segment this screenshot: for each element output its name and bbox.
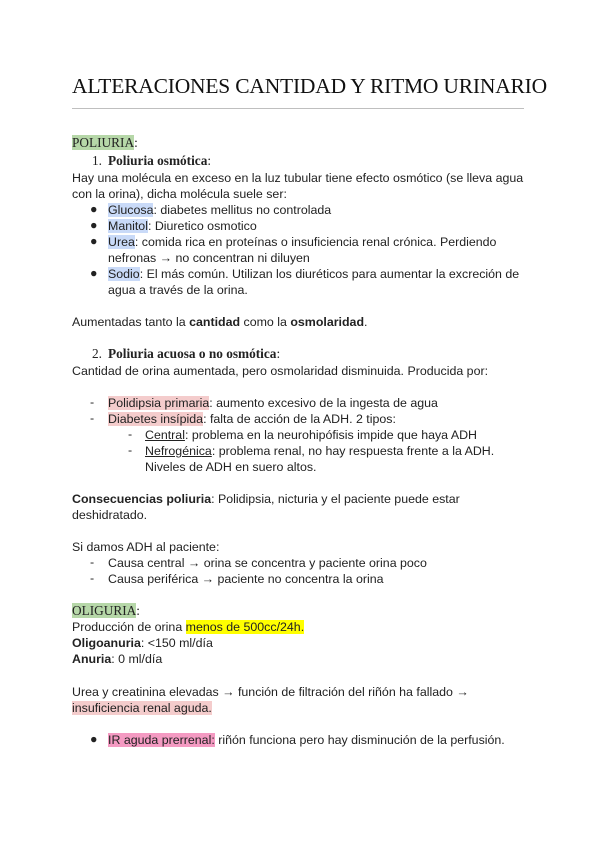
adh-intro: Si damos ADH al paciente: <box>72 540 220 554</box>
dash-marker: - <box>90 411 95 425</box>
dash-marker: - <box>90 555 95 569</box>
bullet-dot-icon: ● <box>90 732 98 746</box>
section-heading-oliguria <box>72 602 140 619</box>
list-item: Causa central → orina se concentra y paciente orina poco <box>108 556 427 570</box>
oliguria-colon: : <box>136 603 140 618</box>
list-item: Sodio: El más común. Utilizan los diuréticos para aumentar la excreción de <box>108 267 520 281</box>
list-item-continuation: nefronas → no concentran ni diluyen <box>108 251 310 265</box>
list-number-1: 1. <box>92 153 102 168</box>
list-item: Diabetes insípida: falta de acción de la ADH. 2 tipos: <box>108 412 396 426</box>
list-item: Central: problema en la neurohipófisis impide que haya ADH <box>145 428 477 442</box>
anuria-line: Anuria: 0 ml/día <box>72 652 163 666</box>
dash-marker: - <box>90 395 95 409</box>
paragraph-line: Urea y creatinina elevadas → función de filtración del riñón ha fallado → <box>72 685 469 699</box>
consequences-line: Consecuencias poliuria: Polidipsia, nicturia y el paciente puede estar <box>72 492 460 506</box>
paragraph-line: insuficiencia renal aguda. <box>72 701 212 715</box>
list-item-continuation: agua a través de la orina. <box>108 283 248 297</box>
list-number-2: 2. <box>92 346 102 361</box>
list-item: Polidipsia primaria: aumento excesivo de la ingesta de agua <box>108 396 438 410</box>
list-item: Manitol: Diuretico osmotico <box>108 219 257 233</box>
list-item-continuation: Niveles de ADH en suero altos. <box>145 460 317 474</box>
bullet-dot-icon: ● <box>90 218 98 232</box>
subheading-poliuria-osmotica: Poliuria osmótica: <box>108 153 212 168</box>
dash-marker: - <box>128 427 133 441</box>
consequences-continuation: deshidratado. <box>72 508 148 522</box>
oliguria-label: OLIGURIA <box>72 603 137 618</box>
dash-marker: - <box>90 571 95 585</box>
bullet-dot-icon: ● <box>90 266 98 280</box>
summary-line: Aumentadas tanto la cantidad como la osmolaridad. <box>72 315 368 329</box>
paragraph-line: Cantidad de orina aumentada, pero osmolaridad disminuida. Producida por: <box>72 364 489 378</box>
title-divider <box>72 108 524 109</box>
paragraph-line: con la orina), dicha molécula suele ser: <box>72 187 287 201</box>
page-title: ALTERACIONES CANTIDAD Y RITMO URINARIO <box>72 74 547 98</box>
list-item: Causa periférica → paciente no concentra la orina <box>108 572 384 586</box>
production-line: Producción de orina menos de 500cc/24h. <box>72 620 305 634</box>
poliuria-colon: : <box>134 135 138 150</box>
paragraph-line: Hay una molécula en exceso en la luz tubular tiene efecto osmótico (se lleva agua <box>72 171 524 185</box>
dash-marker: - <box>128 443 133 457</box>
list-item: Glucosa: diabetes mellitus no controlada <box>108 203 332 217</box>
bullet-dot-icon: ● <box>90 234 98 248</box>
bullet-dot-icon: ● <box>90 202 98 216</box>
list-item: Urea: comida rica en proteínas o insuficiencia renal crónica. Perdiendo <box>108 235 497 249</box>
oligoanuria-line: Oligoanuria: <150 ml/día <box>72 636 213 650</box>
poliuria-label: POLIURIA <box>72 135 135 150</box>
list-item: Nefrogénica: problema renal, no hay respuesta frente a la ADH. <box>145 444 495 458</box>
subheading-poliuria-acuosa: Poliuria acuosa o no osmótica: <box>108 346 281 361</box>
list-item: IR aguda prerrenal: riñón funciona pero hay disminución de la perfusión. <box>108 733 505 747</box>
section-heading-poliuria <box>72 134 138 151</box>
